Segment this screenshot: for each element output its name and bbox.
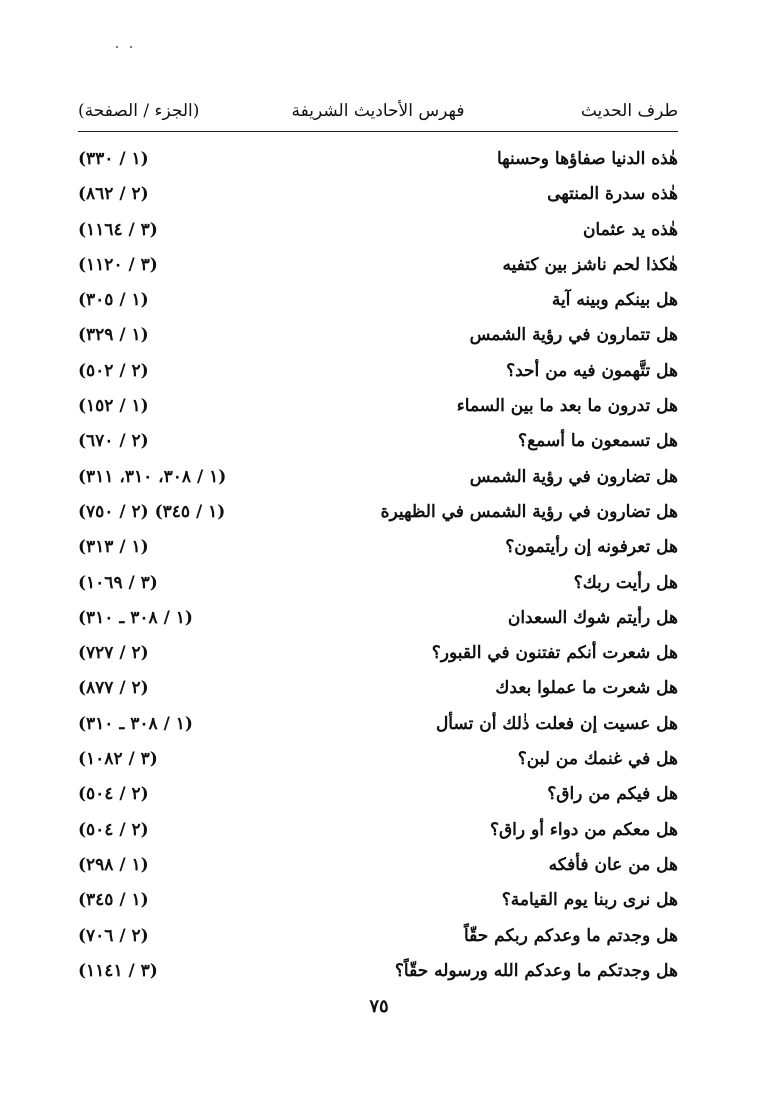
hadith-text: هل تتمارون في رؤية الشمس	[469, 325, 678, 346]
volume-page-ref: (١ / ٣٠٨ ـ ٣١٠)	[78, 607, 193, 628]
index-row	[78, 283, 678, 318]
volume-page-ref: (١ / ٣٠٨ ـ ٣١٠)	[78, 713, 193, 734]
volume-page-ref: (١ / ٣٠٨، ٣١٠، ٣١١)	[78, 466, 227, 487]
hadith-text: هل تسمعون ما أسمع؟	[518, 431, 678, 452]
hadith-text: هل تضارون في رؤية الشمس	[469, 466, 678, 487]
volume-page-ref: (٢ / ٧٠٦)	[78, 925, 149, 946]
volume-page-ref: (٣ / ١٠٦٩)	[78, 572, 158, 593]
hadith-text: هل شعرت ما عملوا بعدك	[495, 678, 678, 699]
volume-page-ref: (٢ / ٥٠٤)	[78, 819, 149, 840]
volume-page-ref: (١ / ١٥٢)	[78, 396, 149, 417]
hadith-text: هل فيكم من راق؟	[547, 784, 678, 805]
index-row	[78, 142, 678, 177]
volume-page-ref: (٢ / ٥٠٢)	[78, 360, 149, 381]
index-row	[78, 495, 678, 530]
page-number: ٧٥	[369, 996, 389, 1017]
hadith-text: هل معكم من دواء أو راق؟	[489, 819, 678, 840]
hadith-text: هٰذه سدرة المنتهى	[547, 184, 678, 205]
index-row	[78, 954, 678, 989]
hadith-text: هل رأيتم شوك السعدان	[507, 607, 678, 628]
volume-page-ref: (٢ / ٧٢٧)	[78, 643, 149, 664]
index-row	[78, 883, 678, 918]
index-row	[78, 424, 678, 459]
index-row	[78, 566, 678, 601]
index-row	[78, 813, 678, 848]
volume-page-ref: (٢ / ٦٧٠)	[78, 431, 149, 452]
volume-page-ref: (١ / ٣٠٥)	[78, 290, 149, 311]
index-row	[78, 354, 678, 389]
hadith-text: هل نرى ربنا يوم القيامة؟	[501, 890, 678, 911]
index-row	[78, 177, 678, 212]
hadith-index-list	[78, 142, 678, 989]
hadith-text: هل وجدتكم ما وعدكم الله ورسوله حقّاً؟	[394, 960, 678, 981]
index-row	[78, 530, 678, 565]
volume-page-ref: (٣ / ١١٢٠)	[78, 254, 158, 275]
volume-page-ref: (٣ / ١١٤١)	[78, 960, 158, 981]
volume-page-ref: (١ / ٣٢٩)	[78, 325, 149, 346]
hadith-text: هٰكذا لحم ناشز بين كتفيه	[502, 254, 678, 275]
index-row	[78, 389, 678, 424]
hadith-text: هل تتَّهمون فيه من أحد؟	[506, 360, 678, 381]
volume-page-ref: (١ / ٣١٣)	[78, 537, 149, 558]
header-index-title: فهرس الأحاديث الشريفة	[291, 101, 465, 121]
index-row	[78, 742, 678, 777]
hadith-text: هٰذه يد عثمان	[582, 219, 678, 240]
index-row	[78, 777, 678, 812]
volume-page-ref: (٣ / ١٠٨٢)	[78, 749, 158, 770]
header-hadith-column: طرف الحديث	[580, 101, 678, 121]
header-volume-page-column: (الجزء / الصفحة)	[78, 101, 200, 121]
index-row	[78, 318, 678, 353]
hadith-text: هل شعرت أنكم تفتنون في القبور؟	[431, 643, 678, 664]
hadith-text: هل عسيت إن فعلت ذٰلك أن تسأل	[435, 713, 678, 734]
index-row	[78, 919, 678, 954]
volume-page-ref: (١ / ٣٣٠)	[78, 149, 149, 169]
hadith-text: هل تضارون في رؤية الشمس في الظهيرة	[380, 501, 678, 522]
volume-page-ref: (٢ / ٨٧٧)	[78, 678, 149, 699]
hadith-text: هل وجدتم ما وعدكم ربكم حقّاً	[463, 925, 678, 946]
index-row	[78, 460, 678, 495]
index-row	[78, 707, 678, 742]
index-row	[78, 671, 678, 706]
hadith-text: هل بينكم وبينه آية	[551, 290, 678, 311]
index-row	[78, 636, 678, 671]
index-header	[78, 96, 678, 126]
hadith-text: هل من عان فأفكه	[548, 854, 678, 875]
volume-page-ref: (٢ / ٨٦٢)	[78, 184, 149, 205]
hadith-text: هل رأيت ربك؟	[573, 572, 678, 593]
hadith-text: هل في غنمك من لبن؟	[517, 749, 678, 770]
volume-page-ref: (١ / ٢٩٨)	[78, 854, 149, 875]
volume-page-ref: (٣ / ١١٦٤)	[78, 219, 158, 240]
volume-page-ref: (٢ / ٥٠٤)	[78, 784, 149, 805]
hadith-text: هٰذه الدنيا صفاؤها وحسنها	[496, 149, 678, 169]
volume-page-ref: (١ / ٣٤٥)	[78, 890, 149, 911]
index-row	[78, 601, 678, 636]
scan-speck	[116, 46, 118, 48]
header-rule	[78, 131, 678, 132]
index-row	[78, 248, 678, 283]
index-row	[78, 213, 678, 248]
volume-page-ref: (١ / ٣٤٥) (٢ / ٧٥٠)	[78, 501, 226, 522]
hadith-text: هل تدرون ما بعد ما بين السماء	[456, 396, 678, 417]
scan-speck	[130, 46, 132, 48]
index-row	[78, 848, 678, 883]
hadith-text: هل تعرفونه إن رأيتمون؟	[505, 537, 678, 558]
